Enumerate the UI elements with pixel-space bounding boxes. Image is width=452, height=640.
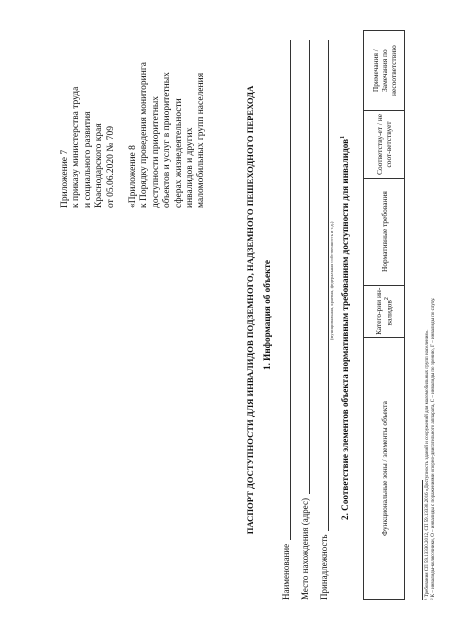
ownership-hint: (муниципальная, краевая, федеральная собственность и т.д.)	[329, 221, 334, 340]
header-category-text: Катего-рии ин-валидов	[374, 287, 394, 335]
ownership-field	[318, 40, 329, 600]
name-label: Наименование	[281, 543, 291, 600]
ownership-label: Принадлежность	[319, 534, 329, 600]
section2-title-text: 2. Соответствие элементов объекта нормативным требованиям доступности для инвалидов	[340, 138, 351, 520]
header-category-footnote-mark: 2	[384, 297, 391, 301]
requirements-table	[363, 30, 405, 600]
passport-title: ПАСПОРТ ДОСТУПНОСТИ ДЛЯ ИНВАЛИДОВ ПОДЗЕМНОГО, НАДЗЕМНОГО ПЕШЕХОДНОГО ПЕРЕХОДА	[245, 85, 255, 535]
appendix-line: инвалидов и других	[185, 127, 196, 208]
name-blank-line[interactable]	[280, 40, 291, 540]
appendix-line: сферах жизнедеятельности	[173, 98, 184, 208]
appendix-line: объектов и услуг в приоритетных	[162, 72, 173, 208]
header-compliance: Соответству-ет / не соот-ветствует	[364, 111, 405, 178]
table-header-row	[364, 31, 405, 600]
appendix-line: от 05.06.2020 № 709	[105, 126, 116, 208]
appendix-line: к Порядку проведения мониторинга	[139, 62, 150, 208]
appendix-spacer	[117, 8, 128, 208]
appendix-line: маломобильных групп населения	[196, 72, 207, 208]
appendix-line: Приложение 7	[60, 149, 70, 208]
header-category	[364, 285, 405, 337]
header-requirements: Нормативные требования	[364, 178, 405, 285]
section2-title-footnote-mark: 1	[340, 135, 346, 139]
appendix-line: и социального развития	[82, 111, 93, 208]
address-blank-line[interactable]	[299, 40, 310, 494]
header-notes: Примечания / Замечания по несоответствию	[364, 31, 405, 111]
footnote-1: ¹ Требования СП 59.13330.2012, СП 59.13330.2016 «Доступность зданий и сооружений для маломобильных групп населения».	[425, 329, 430, 600]
section1-title: 1. Информация об объекте	[262, 260, 272, 370]
address-field	[299, 40, 310, 600]
appendix-line: Краснодарского края	[94, 123, 105, 208]
appendix-block	[60, 8, 208, 208]
footnote-divider	[422, 480, 423, 600]
appendix-line: доступности приоритетных	[150, 95, 161, 208]
ownership-blank-line[interactable]	[318, 40, 329, 531]
appendix-line: «Приложение 8	[128, 145, 139, 208]
footnotes	[425, 20, 437, 600]
appendix-line: к приказу министерства труда	[71, 86, 82, 208]
name-field	[280, 40, 291, 600]
section2-title	[340, 136, 350, 520]
address-label: Место нахождения (адрес)	[300, 497, 310, 600]
header-zones: Функциональные зоны / элементы объекта	[364, 337, 405, 599]
footnote-2: ² К – инвалиды-колясочники, О – инвалиды с поражениями опорно-двигательного аппарата, С – инвалиды по зрению, Г – инвалиды по слуху.	[431, 297, 437, 600]
